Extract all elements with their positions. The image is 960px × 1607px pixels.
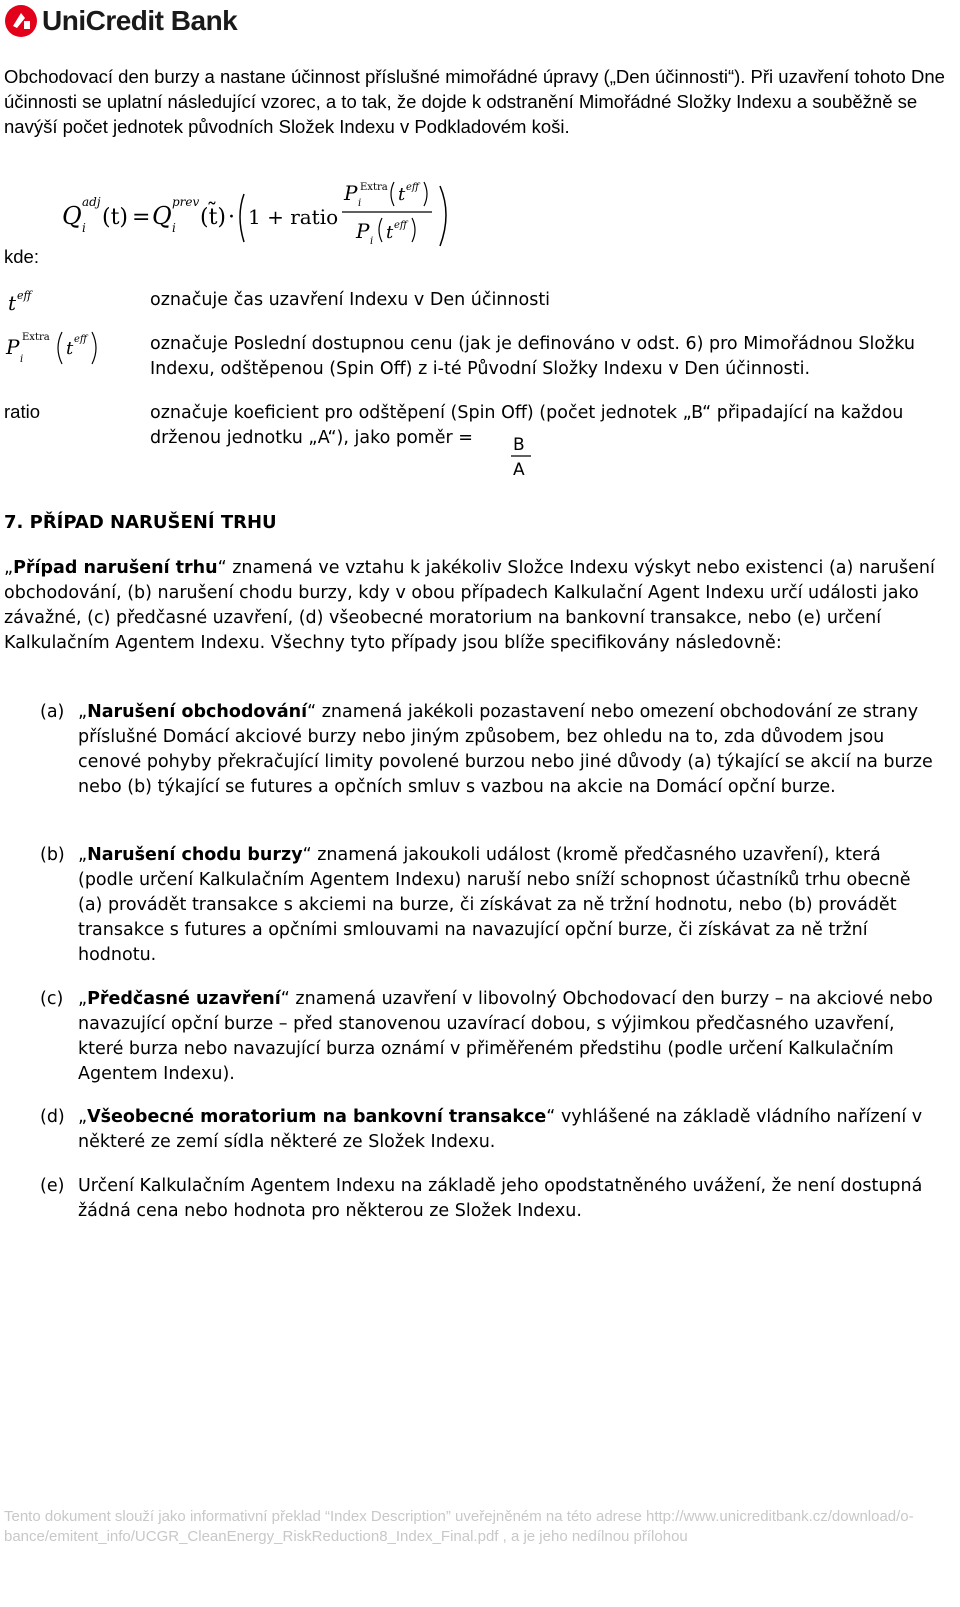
pextra-arg: t [66,338,74,359]
formula-den-eff: eff [394,220,408,231]
list-marker: (c) [40,989,64,1009]
list-item-a: (a) „Narušení obchodování“ znamená jakékoli pozastavení nebo omezení obchodování ze strany příslušné Domácí akciové burzy nebo jiným způsobem, bez ohledu na to, zda důvodem jsou cenové pohyby překračující limity povolené burzou nebo jiné důvody (a) týkající se akcií na burze nebo (b) týkající se futures a opčních smluv s vazbou na akcie na Domácí opční burze. [40,702,933,797]
formula-num-arg: t [398,184,406,205]
list-item-b: (b) „Narušení chodu burzy“ znamená jakoukoli událost (kromě předčasného uzavření), která (podle určení Kalkulačním Agentem Indexu) naruší nebo sníží schopnost účastníků trhu obecně (a) provádět transakce s akciemi na burze, či získávat za ně tržní hodnotu, nebo (b) provádět transakce s futures a opčními smlouvami na navazující opční burze, či získávat za ně tržní hodnotu. [40,845,911,965]
list-marker: (e) [40,1176,65,1196]
formula-rhs-base: Q [152,202,172,230]
formula-rhs-sub: i [172,221,176,235]
section-intro: „Případ narušení trhu“ znamená ve vztahu k jakékoliv Složce Indexu výskyt nebo existenci (a) narušení obchodování, (b) narušení chodu burzy, kdy v obou případech Kalkulační Agent Indexu určí události jako závažné, (c) předčasné uzavření, (d) všeobecné moratorium na bankovní transakce, nebo (e) určení Kalkulačním Agentem Indexu. Všechny tyto případy jsou blíže specifikovány následovně: [4,558,935,653]
formula-den-sub: i [370,236,374,247]
formula-den-paren-l [379,218,382,242]
formula-lhs-sub: i [82,221,86,235]
adjustment-formula [62,176,462,252]
list-item-text: znamená jakoukoli událost (kromě předčasného uzavření), která (podle určení Kalkulačním Agentem Indexu) naruší nebo sníží schopnost účastníků trhu obecně (a) provádět transakce s akciemi na burze, či získávat za ně tržní hodnotu, nebo (b) provádět transakce s futures a opčními smlouvami na navazující opční burze, či získávat za ně tržní hodnotu. [78,845,911,965]
list-item-text: znamená uzavření v libovolný Obchodovací den burzy – na akciové nebo navazující opční burze – před stanovenou uzavírací dobou, s výjimkou předčasného uzavření, které burza nebo navazující burza oznámí v přiměřeném předstihu (podle určení Kalkulačním Agentem Indexu). [78,989,933,1084]
ratio-frac-num: B [513,435,525,455]
section-intro-text: znamená ve vztahu k jakékoliv Složce Indexu výskyt nebo existenci (a) narušení obchodování, (b) narušení chodu burzy, kdy v obou případech Kalkulační Agent Indexu určí události jako závažné, (c) předčasné uzavření, (d) všeobecné moratorium na bankovní transakce, nebo (e) určení Kalkulačním Agentem Indexu. Všechny tyto případy jsou blíže specifikovány následovně: [4,558,935,653]
list-item-text: znamená jakékoli pozastavení nebo omezení obchodování ze strany příslušné Domácí akciové burzy nebo jiným způsobem, bez ohledu na to, zda důvodem jsou cenové pohyby překračující limity povolené burzou nebo jiné důvody (a) týkající se akcií na burze nebo (b) týkající se futures a opčních smluv s vazbou na akcie na Domácí opční burze. [78,702,933,797]
formula-lhs-sup: adj [82,195,101,209]
footer-note: Tento dokument slouží jako informativní překlad “Index Description” uveřejněném na této adrese http://www.unicreditbank.cz/download/o-bance/emitent_info/UCGR_CleanEnergy_RiskReduction8_Index_Final.pdf , a je jeho nedílnou přílohou [4,1508,914,1545]
formula-lhs-base: Q [62,202,82,230]
ratio-label: ratio [4,401,40,422]
section-intro-bold: Případ narušení trhu [13,558,218,578]
list-item-bold: Narušení obchodování [87,702,308,722]
pextra-symbol [4,326,104,366]
section-heading: 7. PŘÍPAD NARUŠENÍ TRHU [4,512,277,533]
formula-num-base: P [344,181,358,205]
formula-num-sub: i [358,198,362,209]
list-item-bold: Všeobecné moratorium na bankovní transakce [87,1107,547,1127]
kde-label: kde: [4,246,39,267]
formula-rhs-arg: (t̃) [200,205,227,230]
teff-sup: eff [17,289,32,302]
list-item-text: Určení Kalkulačním Agentem Indexu na základě jeho opodstatněného uvážení, že není dostupná žádná cena nebo hodnota pro některou ze Složek Indexu. [78,1176,923,1221]
pextra-paren-r [92,332,96,364]
list-item-bold: Předčasné uzavření [87,989,281,1009]
formula-paren-right [440,186,446,246]
formula-eq: = [132,205,151,230]
pextra-base: P [6,335,20,359]
list-item-text: vyhlášené na základě vládního nařízení v některé ze zemí sídla některé ze Složek Indexu. [78,1107,923,1152]
formula-num-sup: Extra [360,182,388,193]
list-marker: (a) [40,702,65,722]
ratio-fraction [510,430,532,480]
formula-rhs-sup: prev [172,195,200,209]
pextra-paren-l [58,332,62,364]
formula-one-plus-ratio: 1 + ratio [248,205,339,229]
ratio-frac-den: A [513,460,525,480]
list-marker: (b) [40,845,65,865]
unicredit-logo [4,4,237,38]
list-marker: (d) [40,1107,65,1127]
list-item-bold: Narušení chodu burzy [87,845,303,865]
formula-num-paren-l [391,182,394,206]
logo-text: UniCredit Bank [42,5,238,36]
formula-paren-left [240,194,244,242]
list-item-e [40,1174,940,1224]
formula-lhs-arg: (t) [102,205,129,230]
intro-paragraph: Obchodovací den burzy a nastane účinnost příslušné mimořádné úpravy („Den účinnosti“). Při uzavření tohoto Dne účinnosti se uplatní následující vzorec, a to tak, že dojde k odstranění Mimořádné Složky Indexu a souběžně se navýší počet jednotek původních Složek Indexu v Podkladovém koši. [4,66,945,137]
pextra-definition: označuje Poslední dostupnou cenu (jak je definováno v odst. 6) pro Mimořádnou Složku Indexu, odštěpenou (Spin Off) z i-té Původní Složky Indexu v Den účinnosti. [150,334,915,379]
formula-num-eff: eff [406,182,420,193]
unicredit-logo-icon [4,4,38,38]
pextra-sup: Extra [22,332,50,343]
list-item-d: (d) „Všeobecné moratorium na bankovní transakce“ vyhlášené na základě vládního nařízení v některé ze zemí sídla některé ze Složek Indexu. [40,1107,923,1152]
formula-den-arg: t [386,222,394,243]
teff-base: t [8,291,17,315]
list-item-c: (c) „Předčasné uzavření“ znamená uzavření v libovolný Obchodovací den burzy – na akciové nebo navazující opční burze – před stanovenou uzavírací dobou, s výjimkou předčasného uzavření, které burza nebo navazující burza oznámí v přiměřeném předstihu (podle určení Kalkulačním Agentem Indexu). [40,989,933,1084]
formula-den-paren-r [412,218,415,242]
teff-symbol [4,286,44,316]
pextra-sub: i [20,354,24,365]
formula-den-base: P [356,219,370,243]
pextra-arg-sup: eff [74,334,88,345]
formula-num-paren-r [424,182,427,206]
formula-dot: · [228,205,235,230]
teff-definition: označuje čas uzavření Indexu v Den účinnosti [150,290,551,310]
ratio-definition: označuje koeficient pro odštěpení (Spin Off) (počet jednotek „B“ připadající na každou drženou jednotku „A“), jako poměr = [150,403,904,448]
